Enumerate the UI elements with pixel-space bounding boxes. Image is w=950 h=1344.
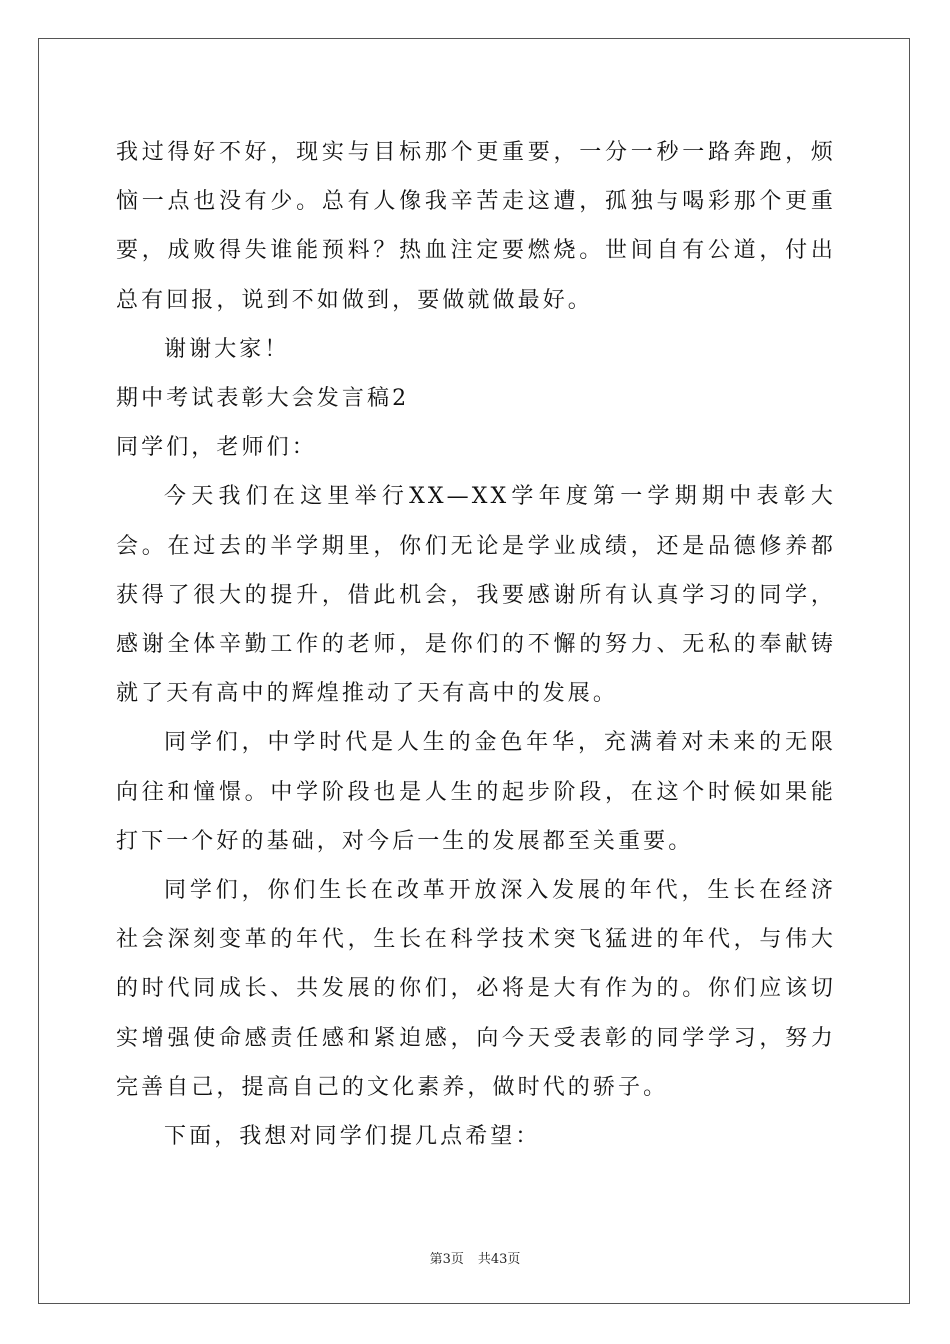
- page-total: 共43页: [477, 1252, 521, 1267]
- paragraph-hopes-intro: 下面，我想对同学们提几点希望：: [164, 1124, 541, 1150]
- page-number: 第3页: [429, 1252, 464, 1267]
- salutation: 同学们，老师们：: [116, 435, 317, 461]
- paragraph-continuation: 我过得好不好，现实与目标那个更重要，一分一秒一路奔跑，烦恼一点也没有少。总有人像我辛苦走这遭，孤独与喝彩那个更重要，成败得失谁能预料？热血注定要燃烧。世间自有公道，付出总有回报，说到不如做到，要做就做最好。: [116, 140, 836, 313]
- document-body: [116, 128, 836, 1161]
- section-title: 期中考试表彰大会发言稿2: [116, 386, 410, 412]
- page-footer: [0, 1248, 950, 1267]
- paragraph-era: 同学们，你们生长在改革开放深入发展的年代，生长在经济社会深刻变革的年代，生长在科学技术突飞猛进的年代，与伟大的时代同成长、共发展的你们，必将是大有作为的。你们应该切实增强使命感责任感和紧迫感，向今天受表彰的同学学习，努力完善自己，提高自己的文化素养，做时代的骄子。: [116, 878, 836, 1100]
- paragraph-opening: 今天我们在这里举行XX—XX学年度第一学期期中表彰大会。在过去的半学期里，你们无论是学业成绩，还是品德修养都获得了很大的提升，借此机会，我要感谢所有认真学习的同学，感谢全体辛勤工作的老师，是你们的不懈的努力、无私的奉献铸就了天有高中的辉煌推动了天有高中的发展。: [116, 484, 836, 707]
- paragraph-thanks: 谢谢大家！: [164, 336, 290, 362]
- paragraph-middle-school: 同学们，中学时代是人生的金色年华，充满着对未来的无限向往和憧憬。中学阶段也是人生的起步阶段，在这个时候如果能打下一个好的基础，对今后一生的发展都至关重要。: [116, 730, 836, 854]
